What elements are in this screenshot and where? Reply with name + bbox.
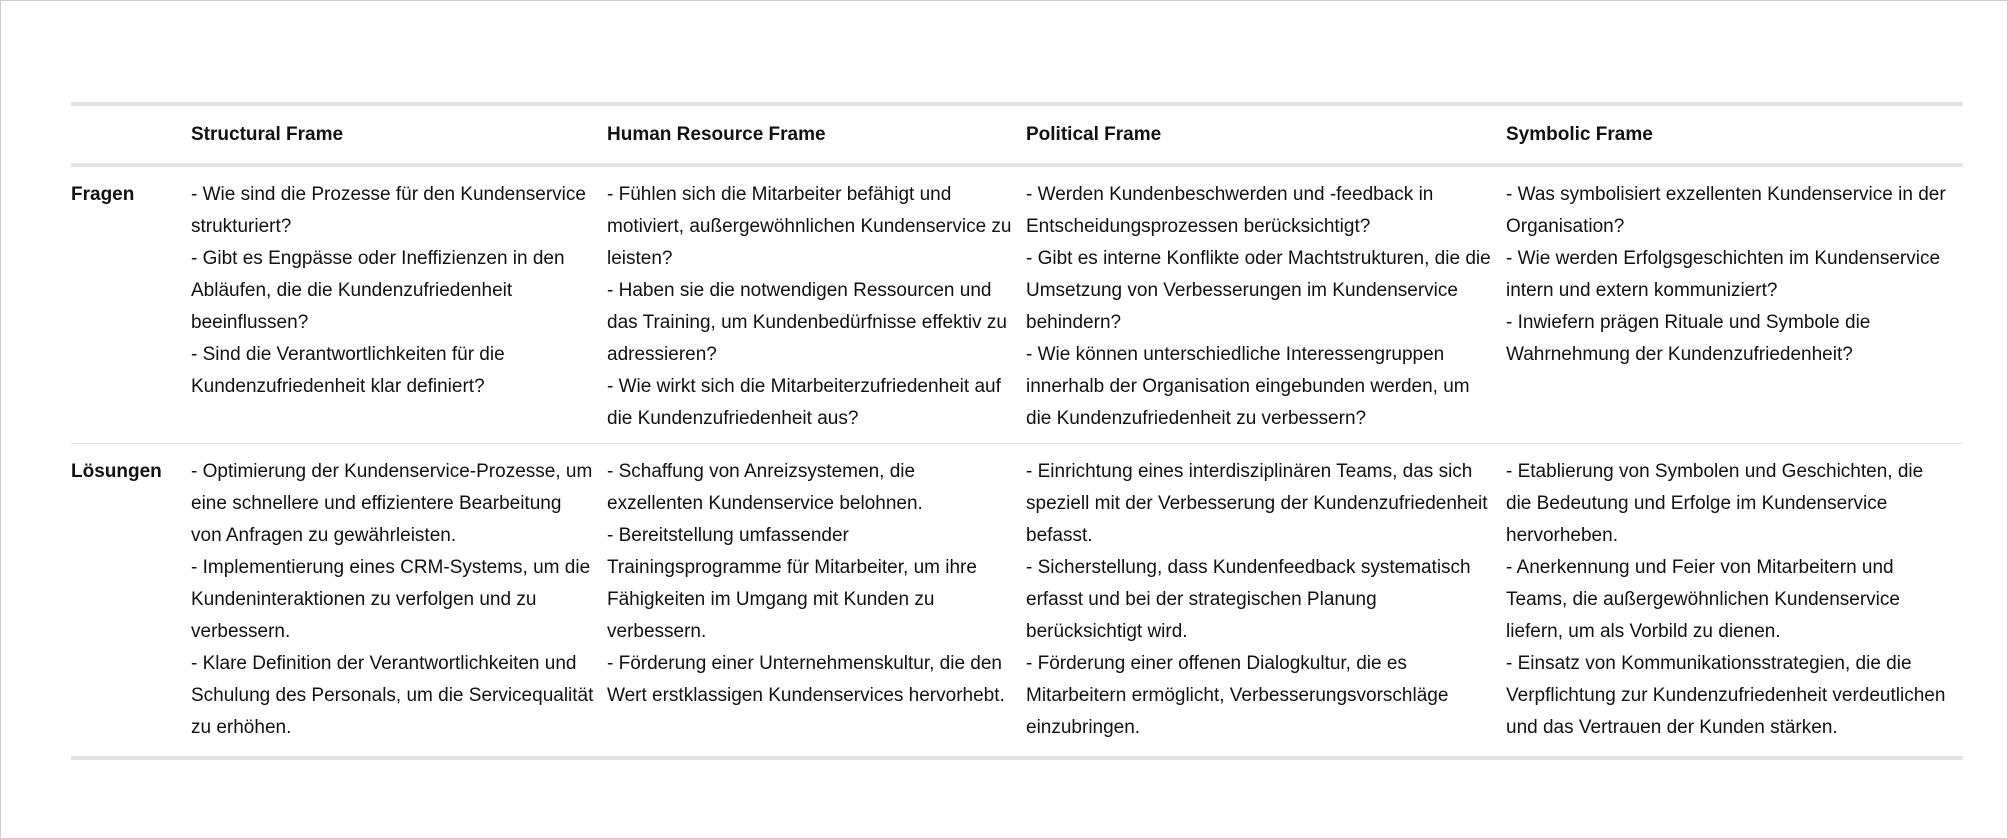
- cell-fragen-political: [1026, 165, 1506, 444]
- header-political-frame: Political Frame: [1026, 123, 1162, 145]
- four-frames-table-container: [71, 102, 1963, 760]
- cell-loesungen-human-resource: [607, 444, 1026, 759]
- list-item: - Inwiefern prägen Rituale und Symbole die Wahrnehmung der Kundenzufriedenheit?: [1506, 312, 1871, 365]
- list-item: - Förderung einer offenen Dialogkultur, die es Mitarbeitern ermöglicht, Verbesserungsvorschläge einzubringen.: [1026, 653, 1449, 738]
- list-item: - Optimierung der Kundenservice-Prozesse, um eine schnellere und effizientere Bearbeitung von Anfragen zu gewährleisten.: [191, 461, 593, 546]
- row-label-fragen: Fragen: [71, 184, 135, 205]
- list-item: - Einrichtung eines interdisziplinären Teams, das sich speziell mit der Verbesserung der Kundenzufriedenheit befasst.: [1026, 461, 1488, 546]
- list-item: - Sicherstellung, dass Kundenfeedback systematisch erfasst und bei der strategischen Planung berücksichtigt wird.: [1026, 557, 1471, 642]
- cell-loesungen-political: [1026, 444, 1506, 759]
- list-item: - Haben sie die notwendigen Ressourcen und das Training, um Kundenbedürfnisse effektiv zu adressieren?: [607, 280, 1007, 365]
- list-item: - Gibt es interne Konflikte oder Machtstrukturen, die die Umsetzung von Verbesserungen im Kundenservice behindern?: [1026, 248, 1491, 333]
- four-frames-table: [71, 102, 1963, 760]
- table-row-loesungen: [71, 444, 1963, 759]
- list-item: - Anerkennung und Feier von Mitarbeitern und Teams, die außergewöhnlichen Kundenservice liefern, um als Vorbild zu dienen.: [1506, 557, 1900, 642]
- cell-fragen-human-resource: [607, 165, 1026, 444]
- cell-loesungen-symbolic: [1506, 444, 1963, 759]
- header-human-resource-frame: Human Resource Frame: [607, 123, 826, 145]
- list-item: - Wie werden Erfolgsgeschichten im Kundenservice intern und extern kommuniziert?: [1506, 248, 1941, 301]
- list-item: - Gibt es Engpässe oder Ineffizienzen in den Abläufen, die die Kundenzufriedenheit beeinflussen?: [191, 248, 565, 333]
- list-item: - Implementierung eines CRM-Systems, um die Kundeninteraktionen zu verfolgen und zu verbessern.: [191, 557, 591, 642]
- list-item: - Fühlen sich die Mitarbeiter befähigt und motiviert, außergewöhnlichen Kundenservice zu leisten?: [607, 184, 1012, 269]
- list-item: - Wie können unterschiedliche Interessengruppen innerhalb der Organisation eingebunden werden, um die Kundenzufriedenheit zu verbessern?: [1026, 344, 1470, 429]
- cell-loesungen-structural: [191, 444, 607, 759]
- header-row: [71, 104, 1963, 165]
- list-item: - Was symbolisiert exzellenten Kundenservice in der Organisation?: [1506, 184, 1946, 237]
- list-item: - Werden Kundenbeschwerden und -feedback in Entscheidungsprozessen berücksichtigt?: [1026, 184, 1434, 237]
- list-item: - Wie sind die Prozesse für den Kundenservice strukturiert?: [191, 184, 586, 237]
- list-item: - Sind die Verantwortlichkeiten für die Kundenzufriedenheit klar definiert?: [191, 344, 505, 397]
- header-structural-frame: Structural Frame: [191, 123, 344, 145]
- table-header: [71, 104, 1963, 165]
- row-label-loesungen: Lösungen: [71, 461, 162, 482]
- table-row-fragen: [71, 165, 1963, 444]
- list-item: - Förderung einer Unternehmenskultur, die den Wert erstklassigen Kundenservices hervorhebt.: [607, 653, 1005, 706]
- list-item: - Etablierung von Symbolen und Geschichten, die die Bedeutung und Erfolge im Kundenservice hervorheben.: [1506, 461, 1924, 546]
- table-body: [71, 165, 1963, 758]
- header-symbolic-frame: Symbolic Frame: [1506, 123, 1653, 145]
- header-corner-cell: [71, 104, 191, 165]
- cell-fragen-symbolic: [1506, 165, 1963, 444]
- cell-fragen-structural: [191, 165, 607, 444]
- list-item: - Wie wirkt sich die Mitarbeiterzufriedenheit auf die Kundenzufriedenheit aus?: [607, 376, 1001, 429]
- list-item: - Bereitstellung umfassender Trainingsprogramme für Mitarbeiter, um ihre Fähigkeiten im Umgang mit Kunden zu verbessern.: [607, 525, 977, 642]
- list-item: - Schaffung von Anreizsystemen, die exzellenten Kundenservice belohnen.: [607, 461, 923, 514]
- list-item: - Klare Definition der Verantwortlichkeiten und Schulung des Personals, um die Servicequalität zu erhöhen.: [191, 653, 594, 738]
- list-item: - Einsatz von Kommunikationsstrategien, die die Verpflichtung zur Kundenzufriedenheit verdeutlichen und das Vertrauen der Kunden stärken.: [1506, 653, 1946, 738]
